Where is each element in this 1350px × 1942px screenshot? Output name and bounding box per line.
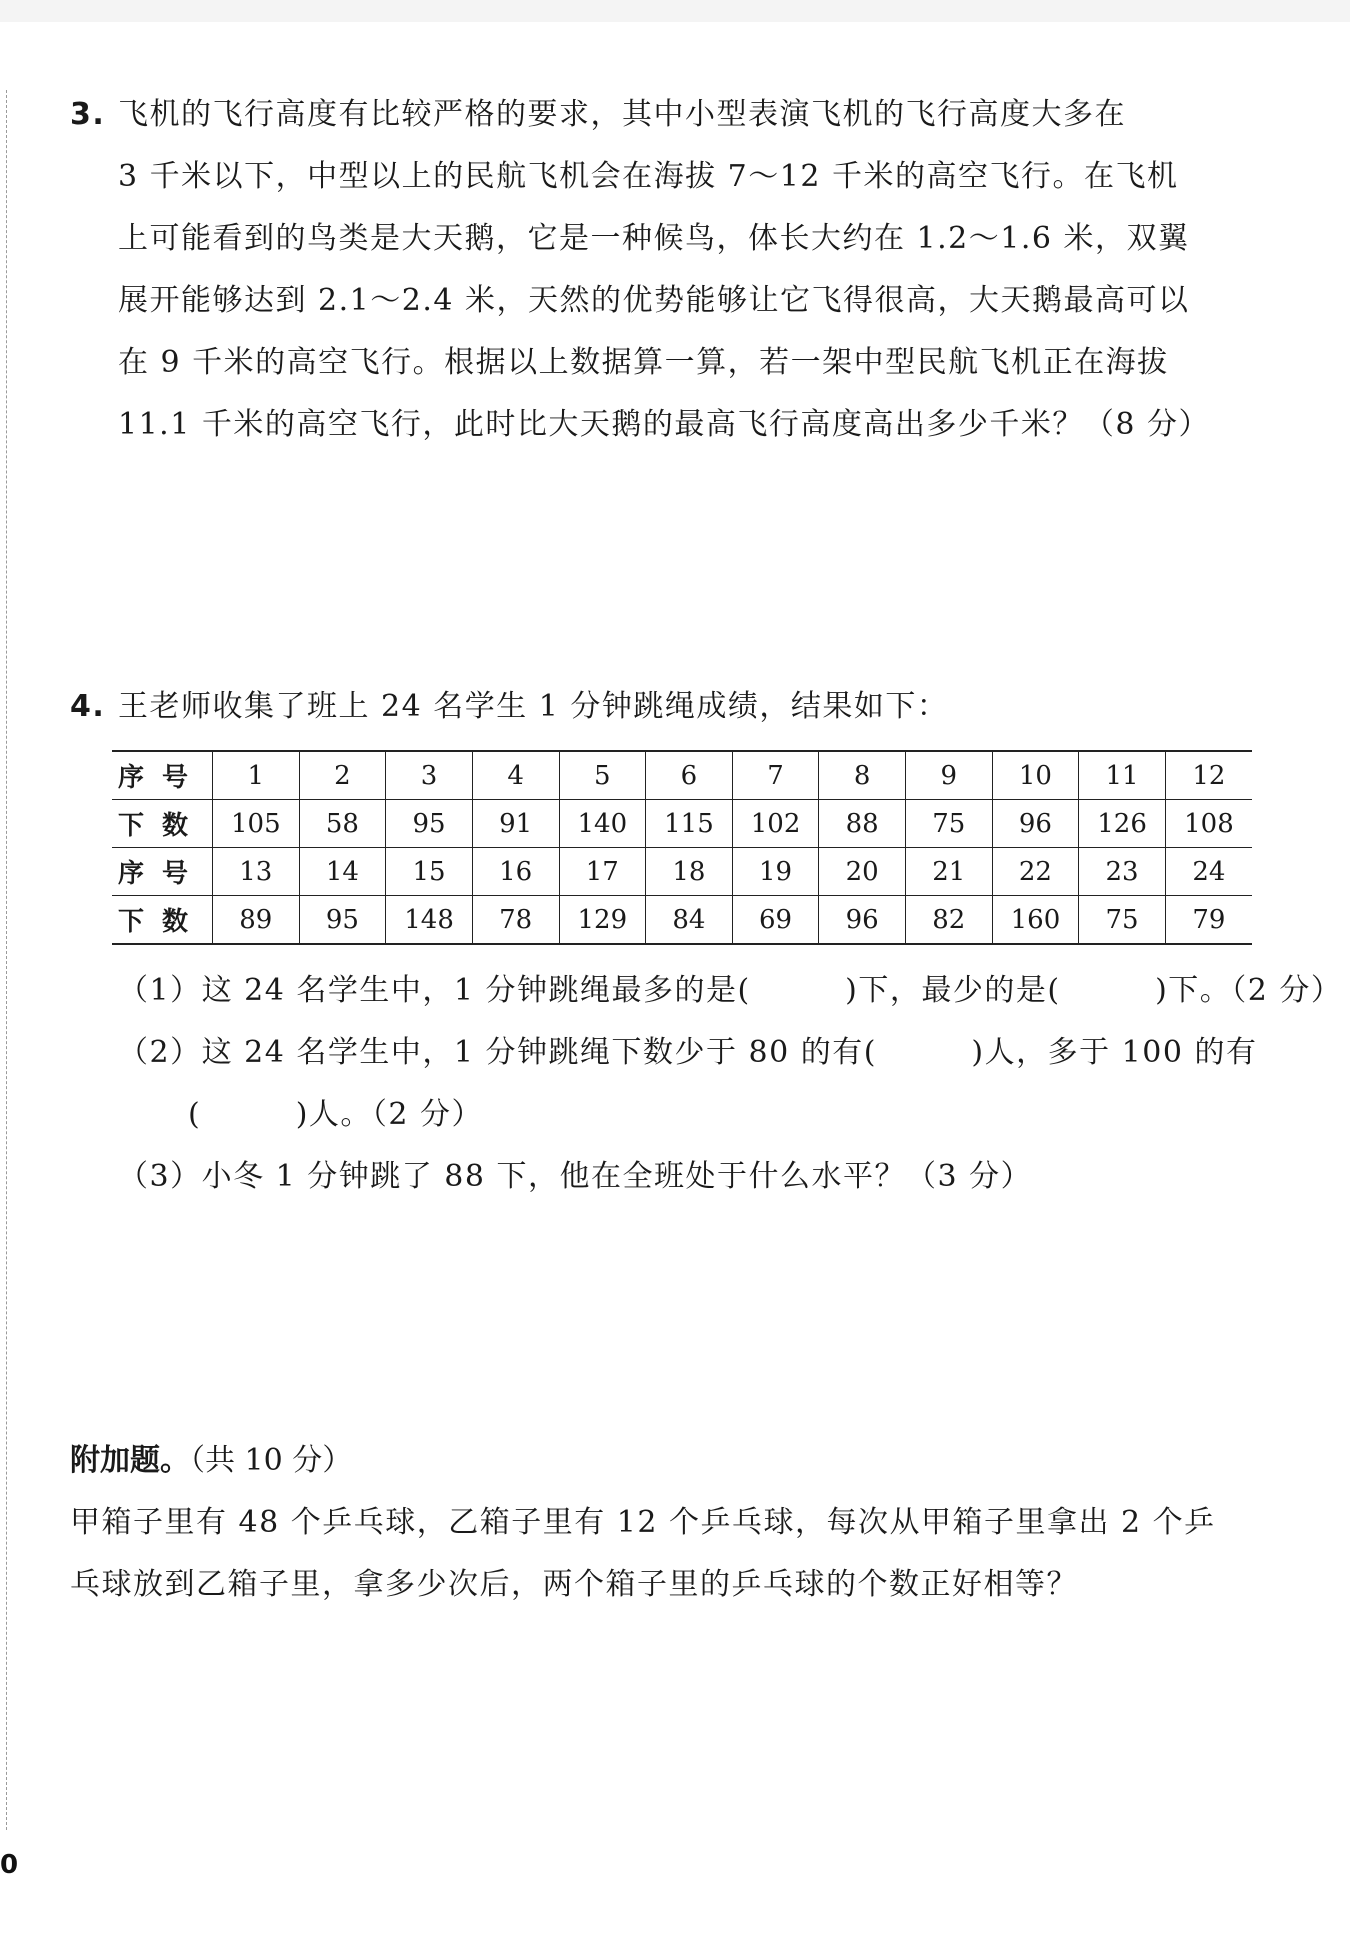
table-cell: 140 [559, 800, 646, 848]
table-cell: 13 [213, 848, 300, 896]
question-4-subquestions [70, 960, 1343, 1208]
question-3-number: 3. [70, 97, 106, 132]
table-cell: 129 [559, 896, 646, 945]
table-cell: 23 [1079, 848, 1166, 896]
table-index-row [112, 751, 1252, 800]
subquestion-2: （2）这 24 名学生中，1 分钟跳绳下数少于 80 的有( )人，多于 100 的有 [118, 1035, 1258, 1070]
table-cell: 75 [1079, 896, 1166, 945]
table-count-row [112, 800, 1252, 848]
table-cell: 102 [732, 800, 819, 848]
table-cell: 95 [299, 896, 386, 945]
table-cell: 91 [472, 800, 559, 848]
question-3-line-6: 11.1 千米的高空飞行，此时比大天鹅的最高飞行高度高出多少千米？（8 分） [118, 407, 1210, 442]
table-cell: 7 [732, 751, 819, 800]
table-count-row [112, 896, 1252, 945]
table-row-label: 下数 [112, 896, 213, 945]
extra-question [70, 1430, 1260, 1616]
extra-line-2: 乓球放到乙箱子里，拿多少次后，两个箱子里的乒乓球的个数正好相等？ [70, 1567, 1078, 1602]
table-cell: 16 [472, 848, 559, 896]
table-cell: 20 [819, 848, 906, 896]
table-cell: 1 [213, 751, 300, 800]
table-cell: 21 [906, 848, 993, 896]
table-cell: 24 [1165, 848, 1252, 896]
extra-heading: 附加题。 [70, 1443, 190, 1478]
jump-rope-table [112, 750, 1252, 945]
table-cell: 69 [732, 896, 819, 945]
table-cell: 75 [906, 800, 993, 848]
table-cell: 115 [646, 800, 733, 848]
table-cell: 3 [386, 751, 473, 800]
table-cell: 88 [819, 800, 906, 848]
table-cell: 11 [1079, 751, 1166, 800]
table-cell: 95 [386, 800, 473, 848]
subquestion-2-continued: ( )人。（2 分） [188, 1097, 484, 1132]
table-cell: 82 [906, 896, 993, 945]
table-cell: 96 [819, 896, 906, 945]
table-cell: 108 [1165, 800, 1252, 848]
top-band [0, 0, 1350, 22]
table-cell: 5 [559, 751, 646, 800]
table-cell: 148 [386, 896, 473, 945]
table-cell: 14 [299, 848, 386, 896]
table-cell: 78 [472, 896, 559, 945]
subquestion-3: （3）小冬 1 分钟跳了 88 下，他在全班处于什么水平？（3 分） [118, 1159, 1033, 1194]
question-3-line-4: 展开能够达到 2.1～2.4 米，天然的优势能够让它飞得很高，大天鹅最高可以 [118, 283, 1190, 318]
table-cell: 79 [1165, 896, 1252, 945]
question-3-line-3: 上可能看到的鸟类是大天鹅，它是一种候鸟，体长大约在 1.2～1.6 米，双翼 [118, 221, 1190, 256]
table-cell: 8 [819, 751, 906, 800]
table-cell: 18 [646, 848, 733, 896]
question-3-line-5: 在 9 千米的高空飞行。根据以上数据算一算，若一架中型民航飞机正在海拔 [118, 345, 1169, 380]
subquestion-1: （1）这 24 名学生中，1 分钟跳绳最多的是( )下，最少的是( )下。（2 分） [118, 973, 1343, 1008]
page-number: 0 [0, 1850, 19, 1880]
question-4-number: 4. [70, 689, 106, 724]
table-cell: 105 [213, 800, 300, 848]
table-cell: 19 [732, 848, 819, 896]
table-cell: 96 [992, 800, 1079, 848]
table-cell: 58 [299, 800, 386, 848]
table-cell: 15 [386, 848, 473, 896]
table-cell: 17 [559, 848, 646, 896]
table-row-label: 序号 [112, 848, 213, 896]
extra-title [70, 1430, 1260, 1492]
table-cell: 126 [1079, 800, 1166, 848]
table-cell: 84 [646, 896, 733, 945]
question-3-line-2: 3 千米以下，中型以上的民航飞机会在海拔 7～12 千米的高空飞行。在飞机 [118, 159, 1179, 194]
table-cell: 89 [213, 896, 300, 945]
table-cell: 160 [992, 896, 1079, 945]
extra-score: （共 10 分） [190, 1443, 353, 1478]
extra-line-1: 甲箱子里有 48 个乒乓球，乙箱子里有 12 个乒乓球，每次从甲箱子里拿出 2 个乒 [70, 1505, 1216, 1540]
table-cell: 4 [472, 751, 559, 800]
table-cell: 22 [992, 848, 1079, 896]
table-cell: 2 [299, 751, 386, 800]
table-cell: 6 [646, 751, 733, 800]
question-4 [70, 676, 1260, 738]
table-row-label: 下数 [112, 800, 213, 848]
table-row-label: 序号 [112, 751, 213, 800]
table-cell: 10 [992, 751, 1079, 800]
binding-rule [6, 90, 7, 1830]
table-index-row [112, 848, 1252, 896]
question-3 [70, 84, 1260, 456]
question-3-line-1: 3. 飞机的飞行高度有比较严格的要求，其中小型表演飞机的飞行高度大多在 [70, 84, 1260, 146]
table-cell: 9 [906, 751, 993, 800]
question-4-intro: 4. 王老师收集了班上 24 名学生 1 分钟跳绳成绩，结果如下： [70, 676, 1260, 738]
table-cell: 12 [1165, 751, 1252, 800]
